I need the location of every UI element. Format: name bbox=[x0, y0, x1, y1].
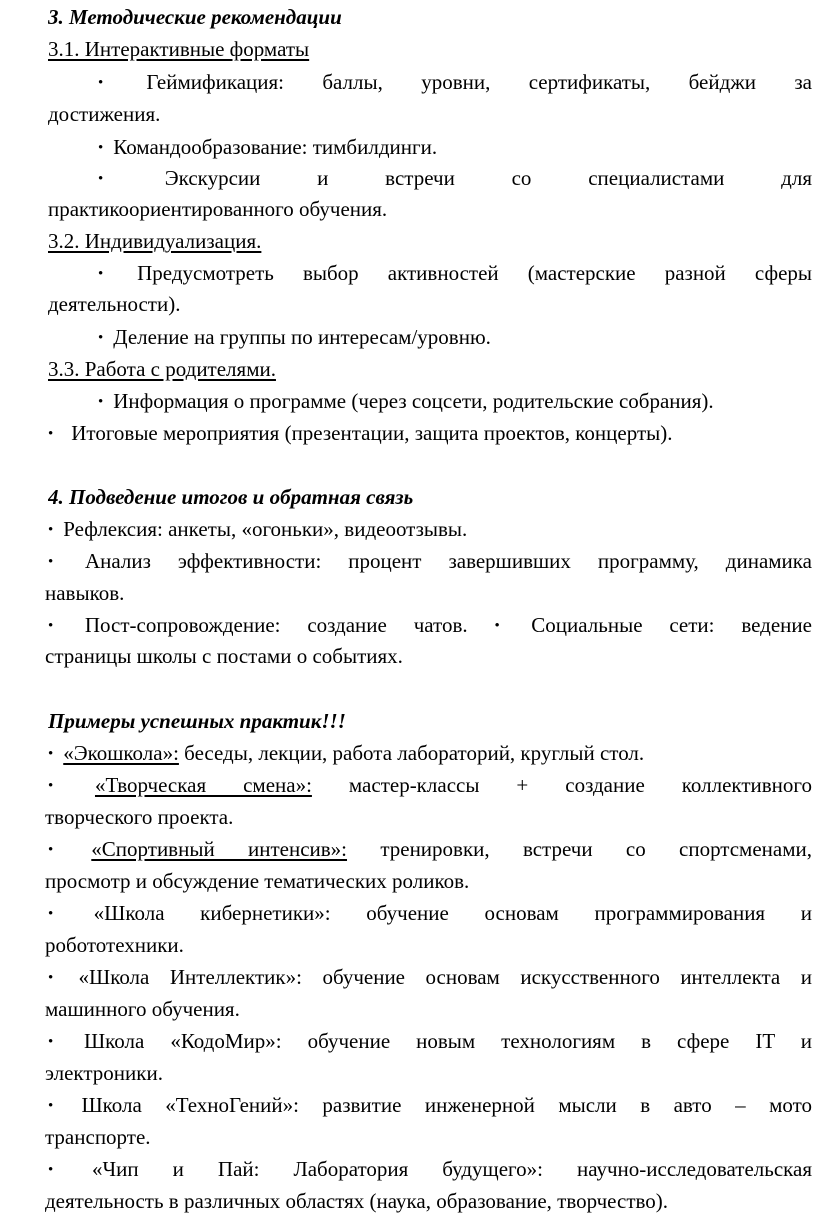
bullet-icon: • bbox=[48, 970, 54, 986]
bullet-icon: • bbox=[98, 140, 104, 156]
bullet-icon: • bbox=[48, 522, 54, 538]
list-item: • Предусмотреть выбор активностей (мастерские разной сферы bbox=[98, 257, 812, 289]
bullet-icon: • bbox=[98, 75, 104, 91]
section-4-heading: 4. Подведение итогов и обратная связь bbox=[48, 485, 414, 509]
bullet-icon: • bbox=[48, 1098, 54, 1114]
bullet-icon: • bbox=[48, 1034, 54, 1050]
bullet-icon: • bbox=[48, 554, 54, 570]
bullet-icon: • bbox=[98, 171, 104, 187]
list-item: • «Чип и Пай: Лаборатория будущего»: научно-исследовательская bbox=[48, 1153, 812, 1185]
subsection-3-2-title: 3.2. Индивидуализация. bbox=[48, 229, 262, 253]
list-item-continuation: деятельность в различных областях (наука, образование, творчество). bbox=[45, 1189, 669, 1213]
subsection-3-3-title: 3.3. Работа с родителями. bbox=[48, 357, 276, 381]
practices-heading: Примеры успешных практик!!! bbox=[48, 709, 346, 733]
list-item-continuation: навыков. bbox=[45, 581, 125, 605]
list-item-continuation: просмотр и обсуждение тематических роликов. bbox=[45, 869, 470, 893]
list-item: • «Школа Интеллектик»: обучение основам искусственного интеллекта и bbox=[48, 961, 812, 993]
list-item: • Школа «КодоМир»: обучение новым технологиям в сфере IT и bbox=[48, 1025, 812, 1057]
list-item: • Экскурсии и встречи со специалистами для bbox=[98, 162, 812, 194]
bullet-icon: • bbox=[48, 1162, 54, 1178]
list-item-continuation: машинного обучения. bbox=[45, 997, 240, 1021]
section-3-heading: 3. Методические рекомендации bbox=[48, 5, 342, 29]
list-item-continuation: страницы школы с постами о событиях. bbox=[45, 644, 403, 668]
bullet-icon: • bbox=[98, 394, 104, 410]
bullet-icon: • bbox=[48, 426, 54, 442]
list-item-continuation: деятельности). bbox=[48, 292, 181, 316]
list-item: • Геймификация: баллы, уровни, сертификаты, бейджи за bbox=[98, 66, 812, 98]
bullet-icon: • bbox=[98, 266, 104, 282]
bullet-icon: • bbox=[48, 778, 54, 794]
list-item-continuation: творческого проекта. bbox=[45, 805, 234, 829]
list-item: • Деление на группы по интересам/уровню. bbox=[98, 321, 812, 353]
list-item: • Итоговые мероприятия (презентации, защита проектов, концерты). bbox=[48, 417, 812, 449]
list-item: • «Творческая смена»: мастер-классы + создание коллективного bbox=[48, 769, 812, 801]
bullet-icon: • bbox=[48, 618, 54, 634]
list-item: • Анализ эффективности: процент завершивших программу, динамика bbox=[48, 545, 812, 577]
bullet-icon: • bbox=[494, 618, 500, 634]
bullet-icon: • bbox=[48, 746, 54, 762]
subsection-3-1-title: 3.1. Интерактивные форматы bbox=[48, 37, 310, 61]
bullet-icon: • bbox=[98, 330, 104, 346]
list-item-continuation: транспорте. bbox=[45, 1125, 151, 1149]
list-item: • «Школа кибернетики»: обучение основам программирования и bbox=[48, 897, 812, 929]
list-item: • «Спортивный интенсив»: тренировки, встречи со спортсменами, bbox=[48, 833, 812, 865]
bullet-icon: • bbox=[48, 842, 54, 858]
bullet-icon: • bbox=[48, 906, 54, 922]
list-item: • Командообразование: тимбилдинги. bbox=[98, 131, 812, 163]
list-item: • Рефлексия: анкеты, «огоньки», видеоотзывы. bbox=[48, 513, 812, 545]
list-item: • Информация о программе (через соцсети, родительские собрания). bbox=[98, 385, 812, 417]
list-item-continuation: достижения. bbox=[48, 102, 161, 126]
list-item: • «Экошкола»: беседы, лекции, работа лабораторий, круглый стол. bbox=[48, 737, 812, 769]
list-item: • Школа «ТехноГений»: развитие инженерной мысли в авто – мото bbox=[48, 1089, 812, 1121]
list-item-continuation: электроники. bbox=[45, 1061, 163, 1085]
list-item: • Пост-сопровождение: создание чатов. • Социальные сети: ведение bbox=[48, 609, 812, 641]
list-item-continuation: робототехники. bbox=[45, 933, 184, 957]
list-item-continuation: практикоориентированного обучения. bbox=[48, 197, 388, 221]
